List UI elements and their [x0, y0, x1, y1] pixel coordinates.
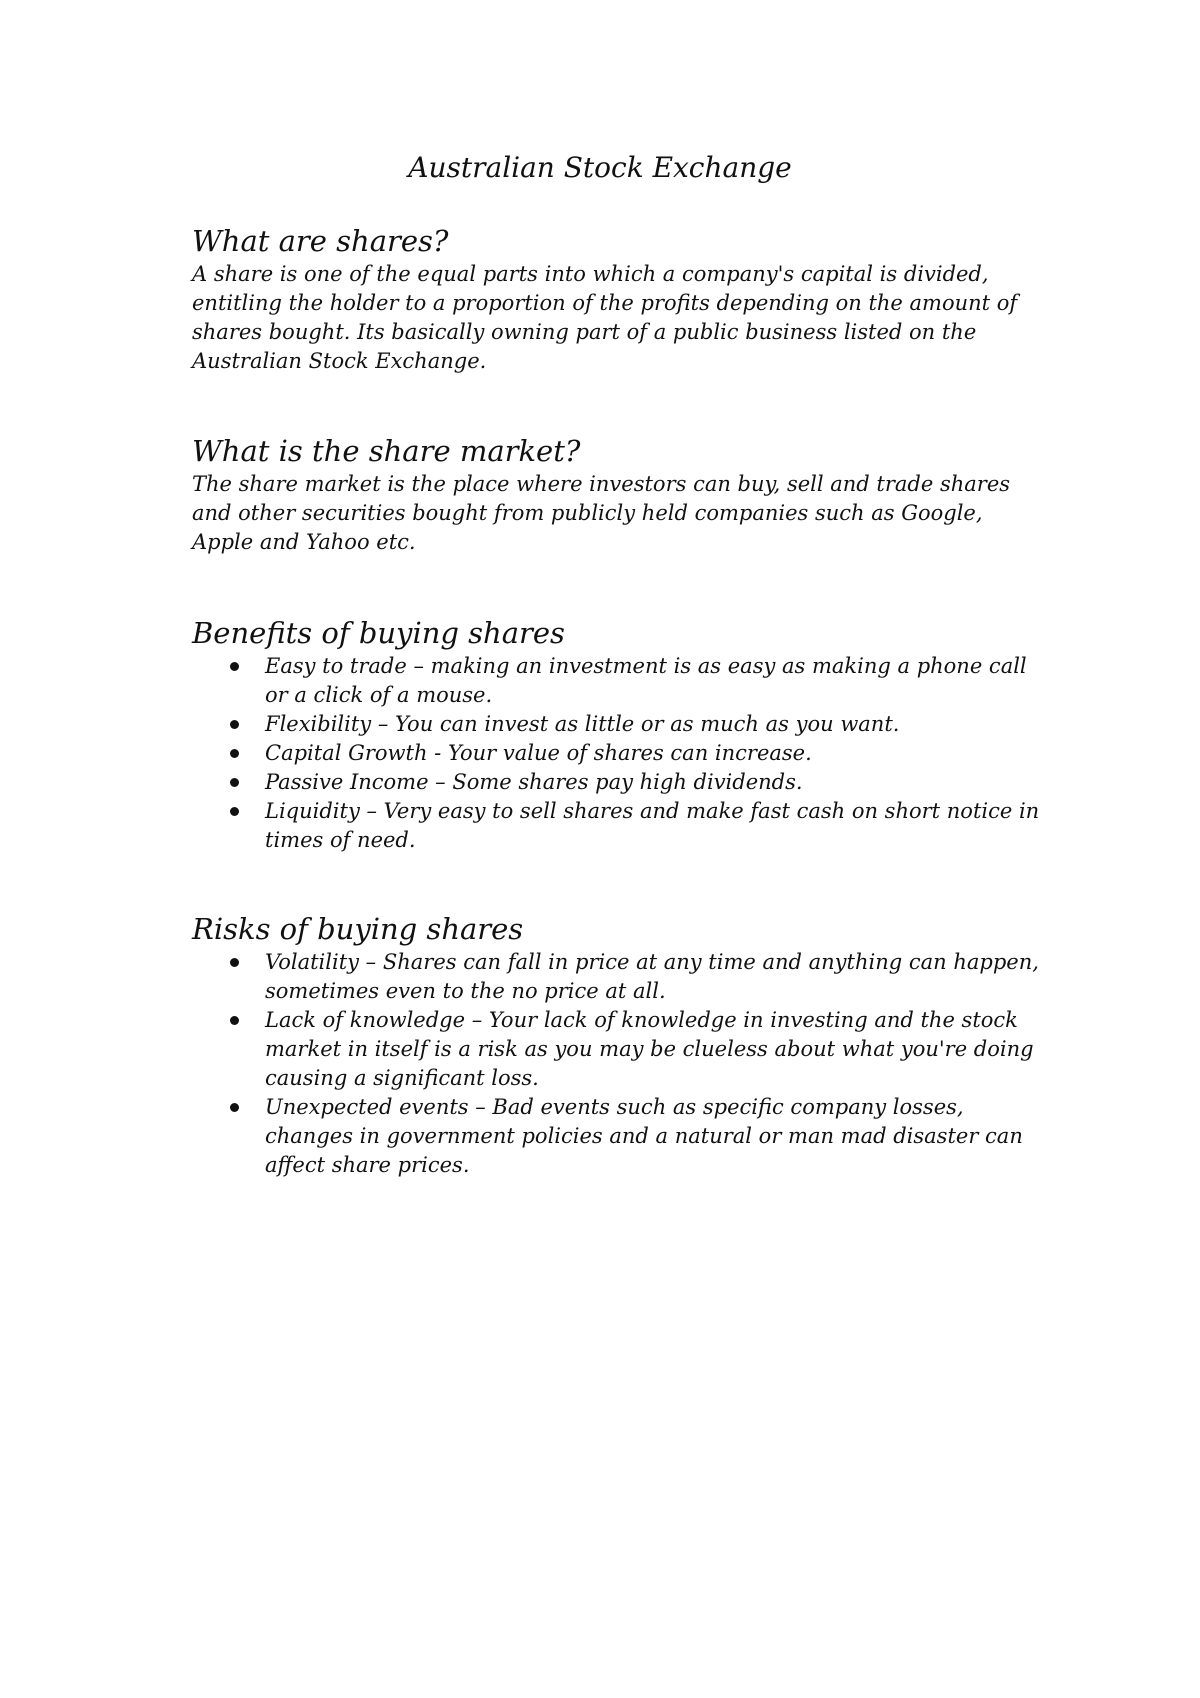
section-paragraph: The share market is the place where investors can buy, sell and trade shares and other securities bought from publicly held companies such as Google, Apple and Yahoo etc. — [192, 472, 1011, 554]
bullet-icon — [230, 749, 239, 758]
list-item-text: Lack of knowledge – Your lack of knowledge in investing and the stock market in itself is a risk as you may be clueless about what you're doing causing a significant loss. — [265, 1008, 1034, 1090]
list-item-text: Flexibility – You can invest as little or as much as you want. — [265, 712, 900, 736]
bullet-icon — [230, 1016, 239, 1025]
section-benefits — [192, 614, 1052, 855]
bullet-icon — [230, 720, 239, 729]
risks-list — [192, 948, 1052, 1180]
section-heading: Risks of buying shares — [192, 912, 524, 946]
bullet-icon — [230, 662, 239, 671]
section-heading: What are shares? — [192, 224, 449, 258]
document-title: Australian Stock Exchange — [408, 151, 792, 184]
section-heading: Benefits of buying shares — [192, 616, 565, 650]
section-paragraph: A share is one of the equal parts into which a company's capital is divided, entitling the holder to a proportion of the profits depending on the amount of shares bought. Its basically owning part of a public business listed on the Australian Stock Exchange. — [192, 262, 1018, 373]
bullet-icon — [230, 1103, 239, 1112]
benefits-list — [192, 652, 1052, 855]
list-item — [192, 739, 1055, 768]
bullet-icon — [230, 778, 239, 787]
list-item — [192, 797, 1055, 855]
list-item-text: Capital Growth - Your value of shares can increase. — [265, 741, 812, 765]
list-item — [192, 1006, 1055, 1093]
list-item-text: Passive Income – Some shares pay high dividends. — [265, 770, 803, 794]
section-risks — [192, 910, 1052, 1180]
list-item-text: Liquidity – Very easy to sell shares and make fast cash on short notice in times of need. — [265, 799, 1040, 852]
section-heading: What is the share market? — [192, 434, 581, 468]
list-item — [192, 1093, 1055, 1180]
list-item — [192, 710, 1055, 739]
list-item — [192, 652, 1055, 710]
section-what-are-shares — [192, 222, 1052, 376]
bullet-icon — [230, 958, 239, 967]
bullet-icon — [230, 807, 239, 816]
list-item — [192, 948, 1055, 1006]
section-what-is-share-market — [192, 432, 1052, 557]
list-item-text: Volatility – Shares can fall in price at any time and anything can happen, sometimes even to the no price at all. — [265, 950, 1039, 1003]
list-item-text: Easy to trade – making an investment is as easy as making a phone call or a click of a mouse. — [265, 654, 1027, 707]
list-item-text: Unexpected events – Bad events such as specific company losses, changes in government policies and a natural or man mad disaster can affect share prices. — [265, 1095, 1023, 1177]
list-item — [192, 768, 1055, 797]
